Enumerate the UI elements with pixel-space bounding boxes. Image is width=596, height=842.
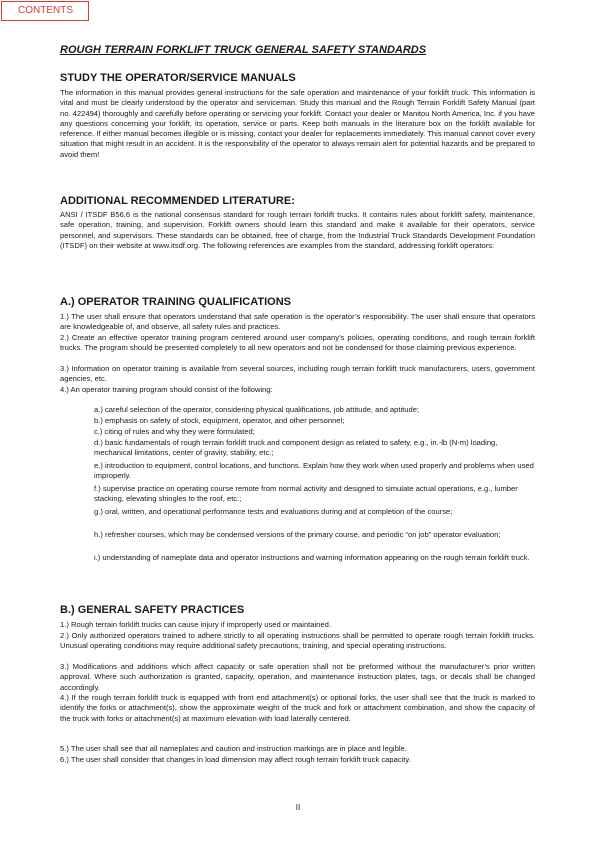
training-subitem: a.) careful selection of the operator, considering physical qualifications, job attitude, and aptitude;	[94, 405, 420, 414]
practices-item: 1.) Rough terrain forklift trucks can cause injury if improperly used or maintained.	[60, 620, 331, 629]
literature-paragraph: ANSI / ITSDF B56.6 is the national consensus standard for rough terrain forklift trucks. It contains rules about forklift safety, maintenance, safe operation, training, and supervision. Forklift owners should learn this standard and make it available for their operators, service personnel, and supervisors. These standards can be obtained, free of charge, from the Industrial Truck Standards Development Foundation (ITSDF) on their website at www.itsdf.org. The following references are examples from the standard, addressing forklift operators:	[60, 210, 535, 250]
training-subitem: e.) introduction to equipment, control locations, and functions. Explain how they work when used properly and problems when used improperly.	[94, 461, 534, 481]
training-heading: A.) OPERATOR TRAINING QUALIFICATIONS	[60, 296, 291, 308]
manuals-paragraph: The information in this manual provides general instructions for the safe operation and maintenance of your forklift truck. This information is vital and must be clearly understood by the operator and serviceman. Study this manual and the Rough Terrain Forklift Safety Manual (part no. 422494) thoroughly and carefully before operating or servicing your forklift. Contact your dealer or Manitou North America, Inc. if you have any questions concerning your forklift, its operation, service or parts. Keep both manuals in the literature box on the forklift available for reference. If either manual becomes illegible or is missing, contact your dealer for replacements immediately. This manual cannot cover every situation that might result in an accident. It is the responsibility of the operator to always remain alert for potential hazards and be prepared to avoid them!	[60, 88, 535, 159]
training-subitem: b.) emphasis on safety of stock, equipment, operator, and other personnel;	[94, 416, 345, 425]
document-title: ROUGH TERRAIN FORKLIFT TRUCK GENERAL SAFETY STANDARDS	[60, 44, 427, 56]
training-item: 3.) Information on operator training is available from several sources, including rough terrain forklift truck manufacturers, users, government agencies, etc.	[60, 364, 535, 384]
training-item: 1.) The user shall ensure that operators understand that safe operation is the operator’s responsibility. The user shall ensure that operators are knowledgeable of, and observe, all safety rules and practices.	[60, 312, 535, 332]
training-subitem: i.) understanding of nameplate data and operator instructions and warning information appearing on the rough terrain forklift truck.	[94, 553, 530, 562]
practices-item: 2.) Only authorized operators trained to adhere strictly to all operating instructions shall be permitted to operate rough terrain forklift trucks. Unusual operating conditions may require additional safety precautions, training, and special operating instructions.	[60, 631, 535, 651]
contents-button[interactable]: CONTENTS	[1, 1, 89, 21]
practices-heading: B.) GENERAL SAFETY PRACTICES	[60, 604, 245, 616]
page-number: II	[295, 803, 301, 812]
training-item: 4.) An operator training program should consist of the following:	[60, 385, 273, 394]
practices-item: 3.) Modifications and additions which affect capacity or safe operation shall not be preformed without the manufacturer’s prior written approval. Where such authorization is granted, capacity, operation, and maintenance instruction plates, tags, or decals shall be changed accordingly.	[60, 662, 535, 692]
training-subitem: c.) citing of rules and why they were formulated;	[94, 427, 255, 436]
practices-item: 6.) The user shall consider that changes in load dimension may affect rough terrain forklift truck capacity.	[60, 755, 411, 764]
manuals-heading: STUDY THE OPERATOR/SERVICE MANUALS	[60, 72, 296, 84]
training-subitem: h.) refresher courses, which may be condensed versions of the primary course, and periodic “on job” operator evaluation;	[94, 530, 501, 539]
training-subitem: g.) oral, written, and operational performance tests and evaluations during and at completion of the course;	[94, 507, 453, 516]
practices-item: 5.) The user shall see that all nameplates and caution and instruction markings are in place and legible.	[60, 744, 407, 753]
training-subitem: d.) basic fundamentals of rough terrain forklift truck and component design as related to safety, e.g., in.-lb (N-m) loading, mechanical limitations, center of gravity, stability, etc.;	[94, 438, 498, 458]
practices-item: 4.) If the rough terrain forklift truck is equipped with front end attachment(s) or optional forks, the user shall see that the truck is marked to identify the forks or attachment(s), show the approximate weight of the truck and fork or attachment combination, and show the capacity of the truck with forks or attachment(s) at maximum elevation with load laterally centered.	[60, 693, 535, 723]
training-item: 2.) Create an effective operator training program centered around user company’s policies, operating conditions, and rough terrain forklift trucks. The program should be presented completely to all new operators and not be condensed for those claiming previous experience.	[60, 333, 535, 353]
literature-heading: ADDITIONAL RECOMMENDED LITERATURE:	[60, 195, 295, 207]
training-subitem: f.) supervise practice on operating course remote from normal activity and designed to simulate actual operations, e.g., lumber stacking, elevating shingles to the roof, etc.;	[94, 484, 518, 504]
